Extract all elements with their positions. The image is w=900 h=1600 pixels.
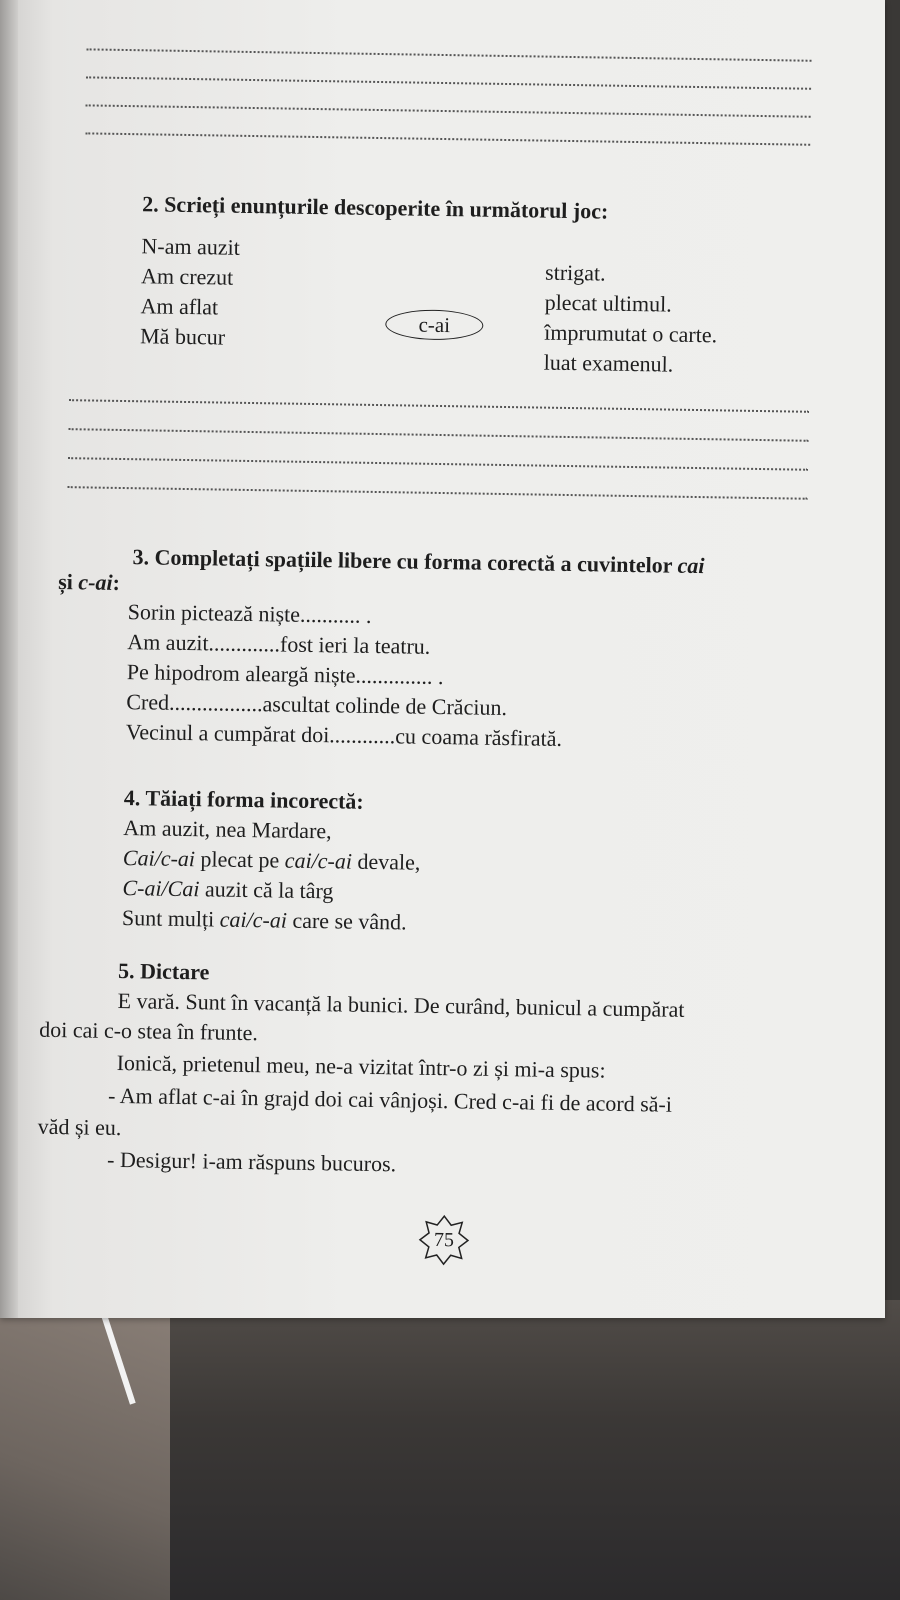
right-word: luat examenul. <box>543 349 674 377</box>
exercise-3-title-word1: cai <box>677 552 705 579</box>
fill-in-sentence: Cred.................ascultat colinde de Crăciun. <box>126 689 508 721</box>
left-word: Am aflat <box>140 293 219 320</box>
dictation-text: văd și eu. <box>37 1113 122 1141</box>
exercise-5-title: 5. Dictare <box>117 957 210 985</box>
answer-line[interactable] <box>85 132 810 145</box>
dictation-text: doi cai c-o stea în frunte. <box>39 1016 259 1046</box>
exercise-2-title: 2. Scrieți enunțurile descoperite în următorul joc: <box>141 191 609 224</box>
poem-text: care se vând. <box>286 907 407 935</box>
answer-line[interactable] <box>86 104 811 117</box>
fill-in-sentence: Am auzit.............fost ieri la teatru. <box>127 629 431 659</box>
exercise-3-title-main: 3. Completați spațiile libere cu forma corectă a cuvintelor <box>132 544 678 578</box>
right-word: strigat. <box>544 259 606 286</box>
poem-text: devale, <box>351 848 421 875</box>
exercise-3-title-cont: și <box>58 569 79 595</box>
exercise-3-title-colon: : <box>112 569 121 595</box>
exercise-3-title-line2 <box>58 569 120 596</box>
exercise-3-title <box>132 544 704 579</box>
page-number: 75 <box>433 1228 455 1252</box>
page-number-badge <box>418 1214 471 1267</box>
right-word: plecat ultimul. <box>544 289 672 317</box>
dictation-text: - Am aflat c-ai în grajd doi cai vânjoși. Cred c-ai fi de acord să-i <box>107 1082 673 1117</box>
answer-line[interactable] <box>69 399 809 413</box>
poem-text: Sunt mulți <box>121 905 220 932</box>
left-word: N-am auzit <box>141 233 241 260</box>
answer-line[interactable] <box>69 428 809 442</box>
poem-line <box>122 875 333 904</box>
choice-word[interactable]: cai/c-ai <box>219 906 288 933</box>
answer-line[interactable] <box>87 48 812 61</box>
poem-text: auzit că la târg <box>199 876 334 904</box>
poem-line <box>123 845 421 876</box>
choice-word[interactable]: Cai/c-ai <box>122 845 196 872</box>
fill-in-sentence: Sorin pictează niște........... . <box>127 599 372 628</box>
background-object <box>0 1300 170 1600</box>
fill-in-sentence: Pe hipodrom aleargă niște.............. . <box>126 659 444 690</box>
exercise-3-title-word2: c-ai <box>78 569 113 595</box>
answer-line[interactable] <box>68 486 808 500</box>
poem-line: Am auzit, nea Mardare, <box>123 815 332 844</box>
left-word: Am crezut <box>140 263 234 290</box>
dictation-text: E vară. Sunt în vacanță la bunici. De curând, bunicul a cumpărat <box>117 987 685 1022</box>
poem-line <box>122 905 407 935</box>
left-word: Mă bucur <box>139 323 226 350</box>
choice-word[interactable]: C-ai/Cai <box>122 875 200 902</box>
right-word: împrumutat o carte. <box>544 319 718 348</box>
dictation-text: Ionică, prietenul meu, ne-a vizitat într-o zi și mi-a spus: <box>116 1049 606 1083</box>
answer-line[interactable] <box>68 457 808 471</box>
choice-word[interactable]: cai/c-ai <box>284 847 353 874</box>
poem-text: plecat pe <box>194 846 285 873</box>
exercise-4-title: 4. Tăiați forma incorectă: <box>123 785 364 814</box>
answer-line[interactable] <box>86 76 811 89</box>
fill-in-sentence: Vecinul a cumpărat doi............cu coama răsfirată. <box>125 719 563 751</box>
center-word-oval: c-ai <box>385 309 483 341</box>
dictation-text: - Desigur! i-am răspuns bucuros. <box>106 1146 397 1177</box>
